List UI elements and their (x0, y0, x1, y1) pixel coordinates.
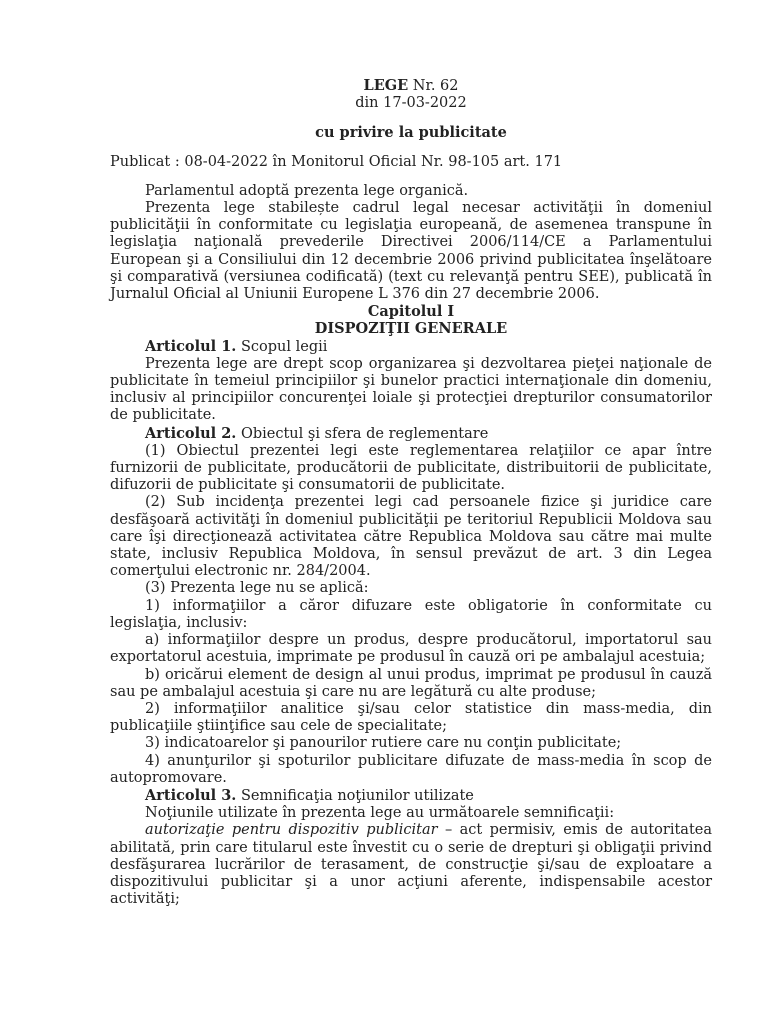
article-2-para-1: (1) Obiectul prezentei legi este reglementarea relaţiilor ce apar între furnizorii de publicitate, producătorii de publicitate, distribuitorii de publicitate, difuzorii de publicitate şi consumatorii de publicitate. (110, 442, 712, 494)
law-number: Nr. 62 (412, 78, 459, 94)
article-2-label: Articolul 2. (145, 424, 237, 442)
law-word: LEGE (363, 77, 409, 94)
law-title (110, 77, 712, 95)
preamble-scope: Prezenta lege stabilește cadrul legal necesar activităţii în domeniul publicităţii în conformitate cu legislaţia europeană, de asemenea transpune în legislaţia naţională prevederile Directivei 2006/114/CE a Parlamentului European şi a Consiliului din 12 decembrie 2006 privind publicitatea înşelătoare şi comparativă (versiunea codificată) (text cu relevanţă pentru SEE), publicată în Jurnalul Oficial al Uniunii Europene L 376 din 27 decembrie 2006. (110, 200, 712, 303)
article-1-label: Articolul 1. (145, 337, 237, 355)
article-2-heading (110, 425, 712, 443)
definition-term: autorizaţie pentru dispozitiv publicitar (145, 822, 438, 839)
article-1-heading (110, 338, 712, 356)
article-3-title: Semnificaţia noţiunilor utilizate (236, 787, 474, 804)
article-2-item-3: 3) indicatoarelor şi panourilor rutiere care nu conţin publicitate; (145, 735, 622, 752)
article-3-label: Articolul 3. (145, 786, 237, 804)
article-1-title: Scopul legii (236, 338, 328, 355)
article-2-title: Obiectul şi sfera de reglementare (236, 425, 489, 442)
law-subject: cu privire la publicitate (315, 124, 507, 142)
article-2-para-2: (2) Sub incidenţa prezentei legi cad persoanele fizice şi juridice care desfăşoară activităţi în domeniul publicităţii pe teritoriul Republicii Moldova sau care îşi direcţionează activitatea către Republica Moldova sau către mai multe state, inclusiv Republica Moldova, în sensul prevăzut de art. 3 din Legea comerţului electronic nr. 284/2004. (110, 494, 712, 580)
article-2-para-3: (3) Prezenta lege nu se aplică: (145, 580, 369, 597)
chapter-number: Capitolul I (367, 303, 455, 321)
article-2-item-1: 1) informaţiilor a căror difuzare este obligatorie în conformitate cu legislaţia, inclusiv: (110, 597, 712, 631)
article-3-intro: Noţiunile utilizate în prezenta lege au următoarele semnificaţii: (145, 805, 615, 822)
article-3-definition-1 (110, 822, 712, 908)
law-date: din 17-03-2022 (355, 95, 467, 112)
article-1-text: Prezenta lege are drept scop organizarea şi dezvoltarea pieţei naţionale de publicitate în temeiul principiilor şi bunelor practici internaţionale din domeniu, inclusiv al principiilor concurenţei loiale şi protecţiei drepturilor consumatorilor de publicitate. (110, 355, 712, 424)
preamble-adoption: Parlamentul adoptă prezenta lege organică. (145, 182, 469, 199)
publication-line: Publicat : 08-04-2022 în Monitorul Oficial Nr. 98-105 art. 171 (110, 153, 563, 170)
article-2-item-2: 2) informaţiilor analitice şi/sau celor statistice din mass-media, din publicaţiile ştiinţifice sau cele de specialitate; (110, 700, 712, 735)
article-2-item-4: 4) anunţurilor şi spoturilor publicitare difuzate de mass-media în scop de autopromovare. (110, 752, 712, 786)
article-2-item-a: a) informaţiilor despre un produs, despre producătorul, importatorul sau exportatorul acestuia, imprimate pe produsul în cauză ori pe ambalajul acestuia; (110, 632, 712, 666)
definition-text: – act permisiv, emis de autoritatea abilitată, prin care titularul este învestit cu o serie de drepturi şi obligaţii privind desfăşurarea lucrărilor de terasament, de construcţie şi/sau de exploatare a dispozitivului publicitar şi a unor acţiuni aferente, indispensabile acestor activităţi; (110, 822, 712, 908)
article-2-item-b: b) oricărui element de design al unui produs, imprimat pe produsul în cauză sau pe ambalajul acestuia şi care nu are legătură cu alte produse; (110, 666, 712, 700)
article-3-heading (110, 787, 712, 805)
chapter-title: DISPOZIŢII GENERALE (314, 320, 508, 338)
